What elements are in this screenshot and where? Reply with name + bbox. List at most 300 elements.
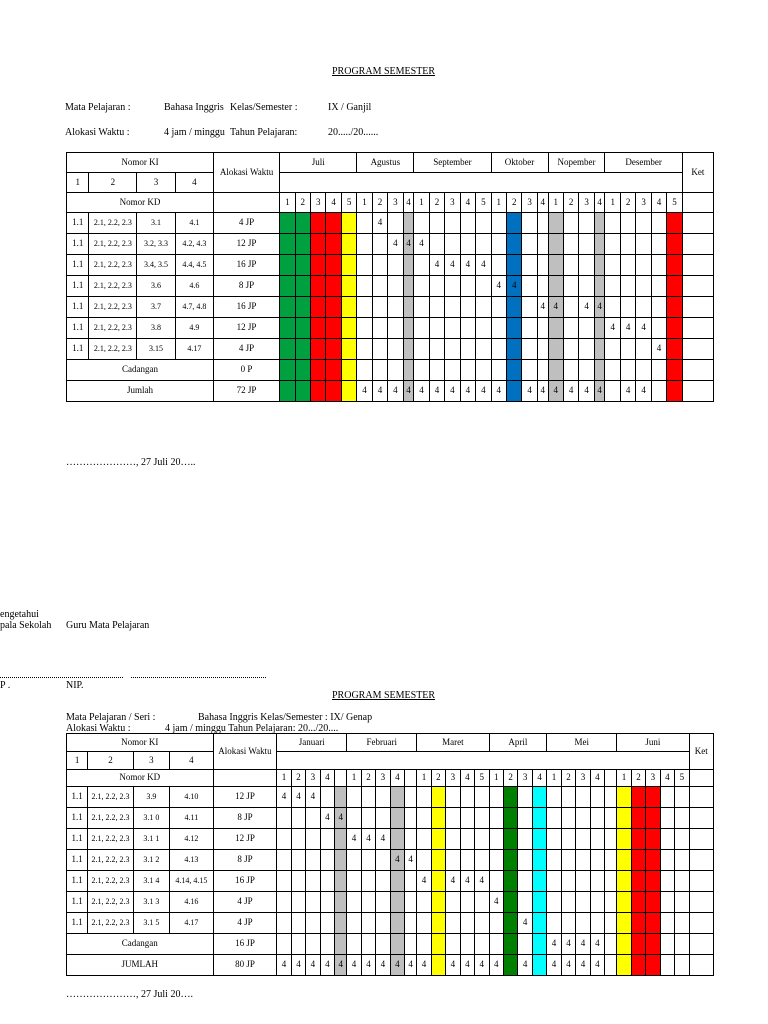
cell-ki4: 4.17: [170, 913, 213, 934]
week-cell: [548, 360, 563, 381]
week-cell: [341, 234, 356, 255]
alokasi-waktu-header: Alokasi Waktu: [213, 734, 277, 770]
week-cell: [372, 339, 387, 360]
week-cell: [636, 339, 651, 360]
week-cell: [547, 871, 561, 892]
week-cell: [446, 892, 460, 913]
week-cell: [476, 213, 492, 234]
week-cell: [291, 934, 305, 955]
week-cell: [675, 787, 689, 808]
week-cell: [537, 339, 548, 360]
week-cell: 4: [320, 955, 334, 976]
week-number: 2: [361, 770, 375, 787]
week-cell: [417, 850, 431, 871]
week-cell: [503, 850, 517, 871]
week-cell: [372, 234, 387, 255]
week-number: 3: [376, 770, 390, 787]
week-cell: [605, 339, 620, 360]
alokasi-label: Alokasi Waktu :: [66, 723, 131, 734]
week-cell: 4: [417, 955, 431, 976]
week-cell: [460, 276, 475, 297]
week-cell: [335, 829, 347, 850]
week-cell: [417, 829, 431, 850]
week-cell: 4: [491, 381, 506, 402]
cell-ki4: 4.10: [170, 787, 213, 808]
cell-ki4: 4.2, 4.3: [175, 234, 213, 255]
week-cell: [507, 339, 522, 360]
week-number: 3: [646, 770, 660, 787]
week-cell: [476, 234, 492, 255]
cell-ki3: 3.1 0: [133, 808, 169, 829]
week-cell: [667, 381, 683, 402]
week-cell: [605, 892, 617, 913]
alokasi-jp: 0 P: [214, 360, 280, 381]
week-cell: 4: [460, 871, 474, 892]
week-number: 5: [667, 193, 683, 213]
month-header: Oktober: [491, 153, 548, 173]
table-row: [67, 808, 714, 829]
week-cell: [503, 892, 517, 913]
week-cell: [631, 955, 645, 976]
week-cell: 4: [475, 955, 489, 976]
week-cell: 4: [491, 276, 506, 297]
week-cell: [518, 871, 532, 892]
cell-ki4: 4.12: [170, 829, 213, 850]
week-cell: [620, 255, 635, 276]
week-number: 3: [522, 193, 537, 213]
week-cell: [460, 297, 475, 318]
week-cell: [361, 913, 375, 934]
week-cell: [372, 318, 387, 339]
week-number: 2: [503, 770, 517, 787]
week-cell: 4: [476, 255, 492, 276]
ket-cell: [689, 829, 713, 850]
cell-ki3: 3.1 5: [133, 913, 169, 934]
week-cell: [376, 871, 390, 892]
ket-cell: [689, 871, 713, 892]
cell-ki1: 1.1: [67, 871, 88, 892]
cell-ki3: 3.9: [133, 787, 169, 808]
week-cell: 4: [405, 850, 417, 871]
week-cell: [306, 892, 320, 913]
week-cell: [335, 892, 347, 913]
week-cell: [310, 318, 325, 339]
week-cell: [341, 213, 356, 234]
week-cell: [357, 234, 372, 255]
week-cell: [605, 829, 617, 850]
week-cell: [579, 234, 594, 255]
week-number: 5: [475, 770, 489, 787]
ki-number: 4: [175, 173, 213, 193]
week-cell: [390, 787, 404, 808]
week-number: 4: [651, 193, 666, 213]
week-cell: [326, 297, 341, 318]
signature-line-kepala: [0, 677, 123, 678]
week-number: 2: [429, 193, 444, 213]
week-cell: [335, 787, 347, 808]
week-cell: [507, 297, 522, 318]
week-cell: [475, 850, 489, 871]
alokasi-jp: 12 JP: [214, 318, 280, 339]
week-cell: [295, 213, 310, 234]
week-cell: [489, 829, 503, 850]
ket-cell: [682, 297, 713, 318]
week-cell: [532, 787, 546, 808]
week-cell: [295, 234, 310, 255]
week-cell: [503, 808, 517, 829]
cadangan-row: [67, 360, 714, 381]
week-cell: [460, 339, 475, 360]
week-cell: 4: [403, 381, 414, 402]
alokasi-label: Alokasi Waktu :: [65, 127, 130, 138]
week-cell: [277, 913, 291, 934]
week-cell: [563, 297, 578, 318]
week-cell: [646, 934, 660, 955]
week-cell: [306, 934, 320, 955]
week-cell: [547, 808, 561, 829]
cell-ki2: 2.1, 2.2, 2.3: [88, 850, 134, 871]
week-cell: [532, 808, 546, 829]
week-cell: [660, 913, 674, 934]
week-cell: 4: [446, 871, 460, 892]
cell-ki1: 1.1: [67, 829, 88, 850]
cell-ki1: 1.1: [67, 808, 88, 829]
cell-ki3: 3.1 3: [133, 892, 169, 913]
week-cell: [310, 339, 325, 360]
week-cell: [675, 850, 689, 871]
page-title: PROGRAM SEMESTER: [332, 66, 436, 77]
week-cell: [675, 913, 689, 934]
week-cell: [417, 892, 431, 913]
cell-ki3: 3.1: [137, 213, 175, 234]
week-cell: [357, 213, 372, 234]
cell-ki4: 4.17: [175, 339, 213, 360]
week-cell: 4: [579, 381, 594, 402]
week-cell: [579, 360, 594, 381]
week-cell: [547, 850, 561, 871]
ket-cell: [689, 770, 713, 787]
week-cell: [372, 360, 387, 381]
week-cell: 4: [489, 955, 503, 976]
week-cell: 4: [590, 955, 604, 976]
week-cell: [537, 234, 548, 255]
week-cell: [335, 850, 347, 871]
cell-ki3: 3.1 4: [133, 871, 169, 892]
cell-ki1: 1.1: [67, 234, 89, 255]
week-cell: [403, 318, 414, 339]
week-cell: 4: [563, 381, 578, 402]
week-cell: [460, 892, 474, 913]
week-cell: [306, 829, 320, 850]
week-cell: [620, 360, 635, 381]
week-cell: [537, 318, 548, 339]
week-cell: [507, 213, 522, 234]
week-cell: [605, 913, 617, 934]
week-cell: [429, 318, 444, 339]
week-cell: [295, 318, 310, 339]
week-cell: [660, 787, 674, 808]
week-cell: [561, 850, 575, 871]
week-cell: 4: [576, 955, 590, 976]
week-cell: [605, 255, 620, 276]
week-cell: [445, 213, 460, 234]
week-cell: [280, 339, 295, 360]
week-cell: [590, 892, 604, 913]
week-cell: [537, 276, 548, 297]
cell-ki4: 4.11: [170, 808, 213, 829]
week-cell: [489, 913, 503, 934]
cell-ki3: 3.1 1: [133, 829, 169, 850]
week-cell: [320, 829, 334, 850]
cell-ki2: 2.1, 2.2, 2.3: [88, 787, 134, 808]
week-cell: [579, 276, 594, 297]
week-cell: [667, 234, 683, 255]
week-number: 2: [631, 770, 645, 787]
week-cell: [489, 787, 503, 808]
week-number: 2: [295, 193, 310, 213]
week-number: 3: [576, 770, 590, 787]
nomor-kd-header: Nomor KD: [67, 770, 214, 787]
week-cell: [636, 297, 651, 318]
week-gap: [605, 770, 617, 787]
week-cell: 4: [548, 381, 563, 402]
month-header: Juli: [280, 153, 357, 173]
week-cell: [361, 787, 375, 808]
week-cell: 4: [446, 955, 460, 976]
week-cell: 4: [390, 955, 404, 976]
week-cell: [646, 892, 660, 913]
week-cell: [310, 360, 325, 381]
week-cell: [320, 934, 334, 955]
week-cell: [667, 213, 683, 234]
month-header: Juni: [617, 734, 689, 752]
week-cell: 4: [620, 381, 635, 402]
week-cell: [295, 381, 310, 402]
week-cell: [675, 808, 689, 829]
week-cell: [590, 913, 604, 934]
month-header: Februari: [347, 734, 417, 752]
cell-ki1: 1.1: [67, 850, 88, 871]
week-number: 2: [620, 193, 635, 213]
week-number: 1: [547, 770, 561, 787]
week-cell: [388, 339, 403, 360]
week-cell: [429, 213, 444, 234]
week-cell: 4: [548, 297, 563, 318]
week-cell: [667, 339, 683, 360]
week-cell: [446, 829, 460, 850]
week-number: 1: [605, 193, 620, 213]
week-cell: [446, 850, 460, 871]
cell-ki4: 4.6: [175, 276, 213, 297]
week-cell: [280, 234, 295, 255]
week-cell: [631, 850, 645, 871]
week-cell: [295, 297, 310, 318]
week-number: 1: [280, 193, 295, 213]
signature-line-guru: [131, 677, 266, 678]
alokasi-jp: 4 JP: [213, 913, 277, 934]
week-cell: [576, 787, 590, 808]
ket-cell: [689, 808, 713, 829]
mapel-label: Mata Pelajaran :: [65, 102, 131, 113]
week-cell: [475, 913, 489, 934]
kelas-value: IX / Ganjil: [328, 102, 372, 113]
week-cell: 4: [579, 297, 594, 318]
week-cell: [605, 787, 617, 808]
week-cell: [667, 255, 683, 276]
week-cell: [620, 297, 635, 318]
week-cell: [620, 234, 635, 255]
week-cell: [594, 255, 605, 276]
cell-ki4: 4.9: [175, 318, 213, 339]
week-cell: [475, 829, 489, 850]
cell-ki4: 4.16: [170, 892, 213, 913]
cell-ki2: 2.1, 2.2, 2.3: [88, 808, 134, 829]
week-cell: [291, 913, 305, 934]
week-number: 3: [518, 770, 532, 787]
week-cell: [476, 276, 492, 297]
week-cell: [491, 234, 506, 255]
week-number: 4: [590, 770, 604, 787]
ket-header: Ket: [689, 734, 713, 770]
week-cell: [310, 297, 325, 318]
week-cell: [532, 955, 546, 976]
week-cell: [417, 913, 431, 934]
week-cell: 4: [445, 255, 460, 276]
ket-cell: [689, 955, 713, 976]
week-cell: [306, 913, 320, 934]
week-cell: 4: [372, 213, 387, 234]
ket-cell: [682, 339, 713, 360]
guru-label: Guru Mata Pelajaran: [66, 620, 150, 631]
week-cell: 4: [590, 934, 604, 955]
week-cell: [561, 892, 575, 913]
nip-kepala: P .: [0, 680, 11, 691]
week-number: 1: [617, 770, 631, 787]
week-cell: [594, 360, 605, 381]
week-cell: [594, 318, 605, 339]
week-cell: [646, 955, 660, 976]
week-cell: [547, 892, 561, 913]
week-cell: 4: [306, 955, 320, 976]
week-cell: [376, 787, 390, 808]
week-cell: [522, 213, 537, 234]
week-cell: [431, 955, 445, 976]
week-cell: [357, 255, 372, 276]
cell-ki1: 1.1: [67, 318, 89, 339]
week-cell: 4: [414, 234, 429, 255]
week-cell: 4: [372, 381, 387, 402]
table-row: [67, 318, 714, 339]
week-cell: [341, 381, 356, 402]
cell-ki1: 1.1: [67, 913, 88, 934]
week-cell: [347, 787, 361, 808]
week-cell: [341, 276, 356, 297]
week-cell: [476, 339, 492, 360]
alokasi-jp: 72 JP: [214, 381, 280, 402]
week-cell: [646, 787, 660, 808]
ki-number: 1: [67, 173, 89, 193]
week-gap: [335, 770, 347, 787]
week-cell: [548, 276, 563, 297]
week-number: 2: [431, 770, 445, 787]
week-cell: [431, 808, 445, 829]
week-cell: 4: [460, 255, 475, 276]
week-number: 2: [563, 193, 578, 213]
week-cell: [590, 850, 604, 871]
alokasi-jp: 16 JP: [214, 255, 280, 276]
week-cell: [341, 297, 356, 318]
ket-cell: [682, 255, 713, 276]
week-cell: [388, 255, 403, 276]
week-cell: [651, 255, 666, 276]
week-cell: [357, 276, 372, 297]
week-cell: [522, 255, 537, 276]
ket-cell: [689, 850, 713, 871]
month-header: Agustus: [357, 153, 414, 173]
week-number: 4: [460, 770, 474, 787]
week-cell: [475, 934, 489, 955]
week-cell: [280, 276, 295, 297]
week-cell: [341, 360, 356, 381]
month-header: Mei: [547, 734, 617, 752]
week-number: 3: [446, 770, 460, 787]
cell-ki2: 2.1, 2.2, 2.3: [89, 213, 137, 234]
week-cell: 4: [522, 381, 537, 402]
week-cell: [295, 360, 310, 381]
ket-cell: [689, 787, 713, 808]
week-cell: 4: [388, 234, 403, 255]
alokasi-jp: 12 JP: [214, 234, 280, 255]
week-cell: [548, 318, 563, 339]
table-row: [67, 871, 714, 892]
week-cell: [347, 850, 361, 871]
week-cell: [631, 871, 645, 892]
week-cell: [414, 318, 429, 339]
week-cell: 4: [460, 955, 474, 976]
week-cell: [291, 808, 305, 829]
week-cell: [403, 276, 414, 297]
ket-cell: [682, 360, 713, 381]
alokasi-jp: 80 JP: [213, 955, 277, 976]
week-cell: 4: [561, 955, 575, 976]
week-cell: [403, 255, 414, 276]
week-cell: [295, 339, 310, 360]
week-cell: [280, 213, 295, 234]
week-cell: [460, 913, 474, 934]
week-cell: [414, 297, 429, 318]
alokasi-jp: 16 JP: [214, 297, 280, 318]
alokasi-waktu-header: Alokasi Waktu: [214, 153, 280, 193]
week-cell: [491, 255, 506, 276]
week-cell: [491, 360, 506, 381]
week-cell: [547, 787, 561, 808]
week-cell: [405, 913, 417, 934]
week-cell: [617, 850, 631, 871]
week-cell: [347, 808, 361, 829]
week-number: 1: [414, 193, 429, 213]
week-cell: [310, 234, 325, 255]
week-cell: [357, 360, 372, 381]
week-cell: [590, 808, 604, 829]
week-cell: [651, 381, 666, 402]
week-cell: [310, 381, 325, 402]
week-cell: [522, 276, 537, 297]
week-cell: [532, 892, 546, 913]
table-row: [67, 234, 714, 255]
week-cell: [605, 234, 620, 255]
week-cell: [660, 808, 674, 829]
week-cell: [646, 913, 660, 934]
